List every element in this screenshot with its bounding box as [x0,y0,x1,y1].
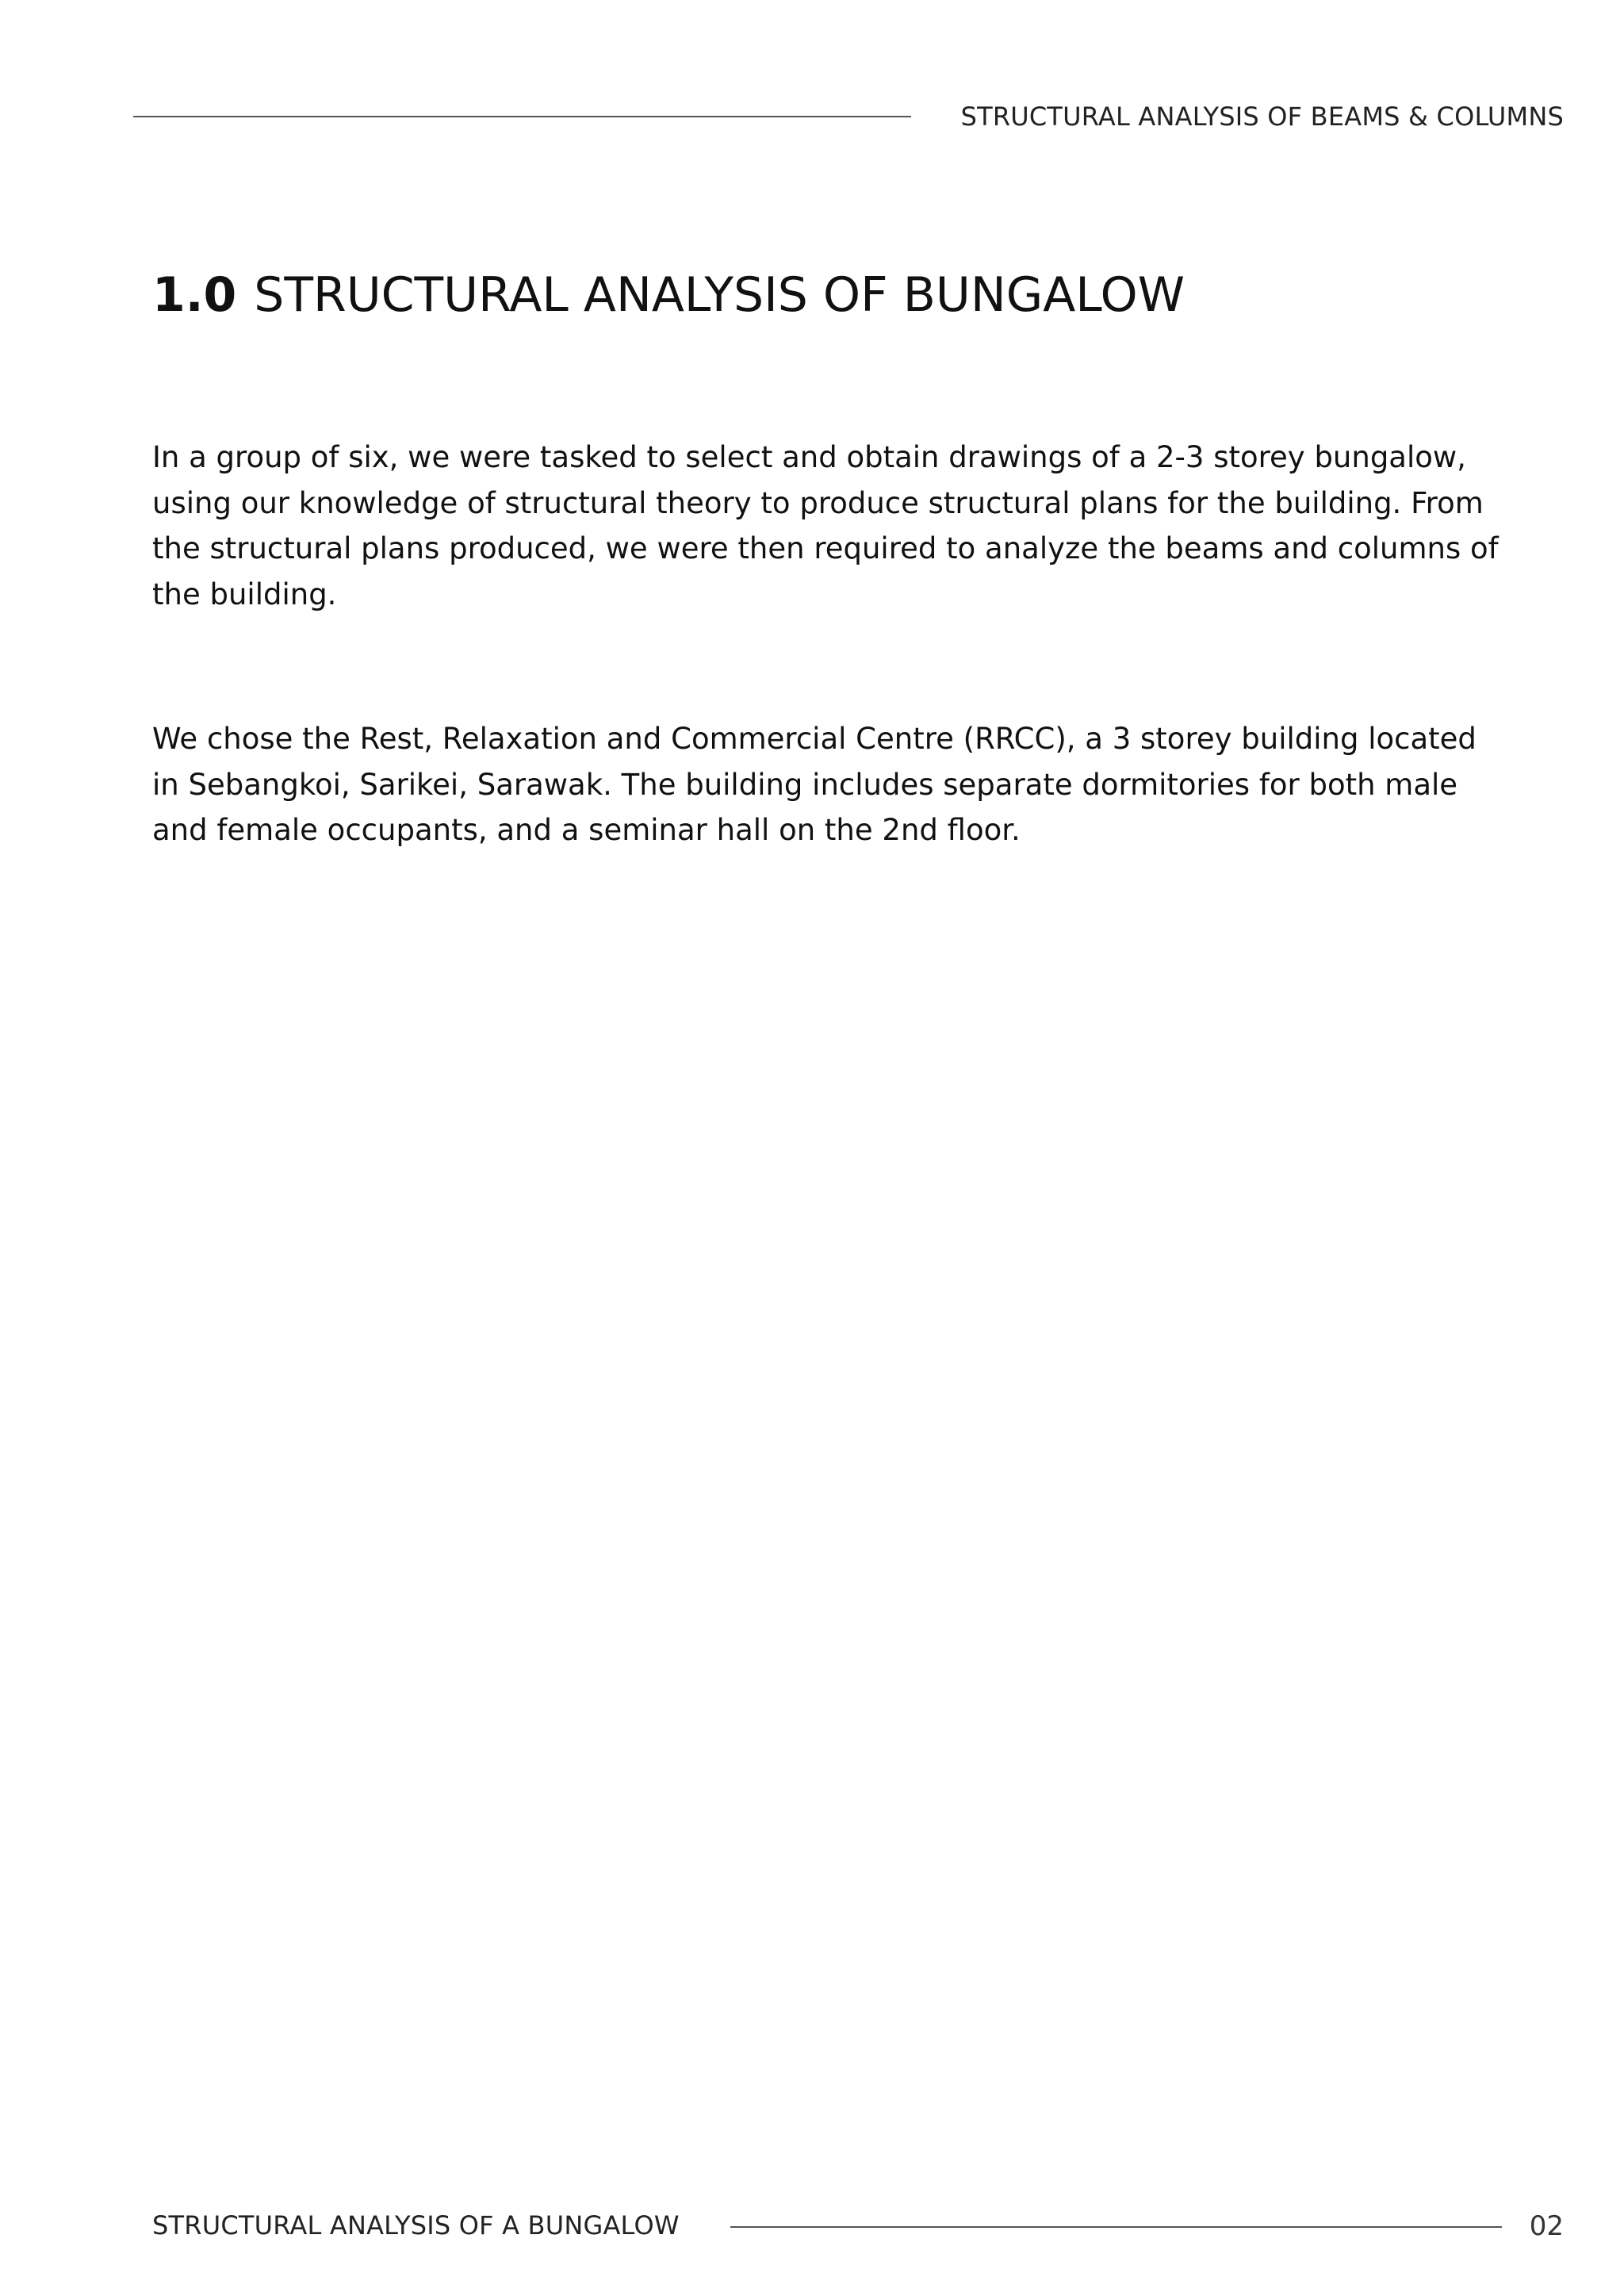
paragraph-line: the building. [152,577,337,611]
header-rule [133,116,911,117]
body-paragraph [152,716,1500,853]
paragraph-line: in Sebangkoi, Sarikei, Sarawak. The building includes separate dormitories for both male [152,767,1458,802]
section-title: STRUCTURAL ANALYSIS OF BUNGALOW [254,267,1185,323]
body-paragraph [152,435,1500,617]
paragraph-line: We chose the Rest, Relaxation and Commercial Centre (RRCC), a 3 storey building located [152,722,1477,756]
paragraph-line: and female occupants, and a seminar hall on the 2nd floor. [152,813,1021,847]
header-running-title: STRUCTURAL ANALYSIS OF BEAMS & COLUMNS [960,102,1564,132]
footer-running-title: STRUCTURAL ANALYSIS OF A BUNGALOW [152,2210,680,2240]
paragraph-line: using our knowledge of structural theory to produce structural plans for the building. From [152,485,1484,520]
footer-rule [730,2226,1502,2228]
paragraph-line: In a group of six, we were tasked to select and obtain drawings of a 2-3 storey bungalow, [152,440,1466,474]
section-number: 1.0 [152,267,237,323]
paragraph-line: the structural plans produced, we were then required to analyze the beams and columns of [152,531,1499,565]
page-number: 02 [1529,2210,1564,2242]
section-heading [152,265,1185,325]
